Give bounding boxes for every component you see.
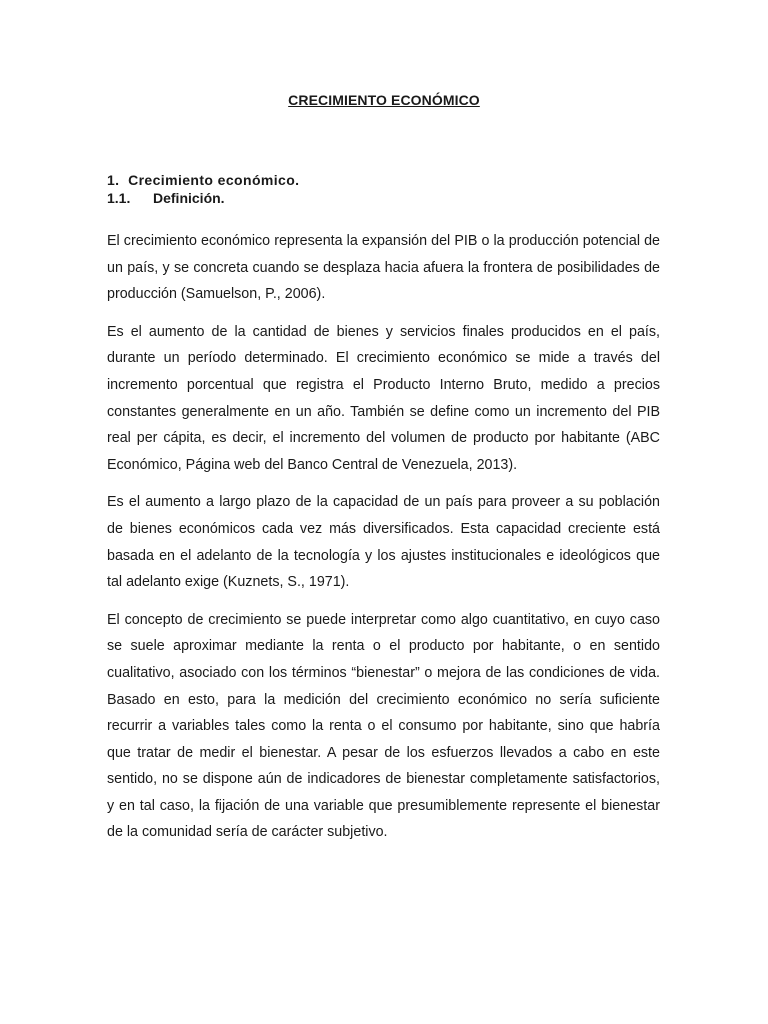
paragraph: Es el aumento a largo plazo de la capacidad de un país para proveer a su población de bienes económicos cada vez más diversificados. Esta capacidad creciente está basada en el adelanto de la tecnología y los ajustes institucionales e ideológicos que tal adelanto exige (Kuznets, S., 1971). (107, 494, 660, 591)
paragraph: Es el aumento de la cantidad de bienes y servicios finales producidos en el país, durante un período determinado. El crecimiento económico se mide a través del incremento porcentual que registra el Producto Interno Bruto, medido a precios constantes generalmente en un año. También se define como un incremento del PIB real per cápita, es decir, el incremento del volumen de producto por habitante (ABC Económico, Página web del Banco Central de Venezuela, 2013). (107, 323, 660, 473)
body-text (107, 228, 660, 857)
paragraph: El concepto de crecimiento se puede interpretar como algo cuantitativo, en cuyo caso se suele aproximar mediante la renta o el producto por habitante, o en sentido cualitativo, asociado con los términos “bienestar” o mejora de las condiciones de vida. Basado en esto, para la medición del crecimiento económico no sería suficiente recurrir a variables tales como la renta o el consumo por habitante, sino que habría que tratar de medir el bienestar. A pesar de los esfuerzos llevados a cabo en este sentido, no se dispone aún de indicadores de bienestar completamente satisfactorios, y en tal caso, la fijación de una variable que presumiblemente represente el bienestar de la comunidad sería de carácter subjetivo. (107, 611, 660, 841)
document-title: CRECIMIENTO ECONÓMICO (288, 92, 480, 108)
section-heading (107, 172, 299, 188)
section-number: 1. (107, 172, 120, 188)
paragraph: El crecimiento económico representa la expansión del PIB o la producción potencial de un país, y se concreta cuando se desplaza hacia afuera la frontera de posibilidades de producción (Samuelson, P., 2006). (107, 233, 660, 303)
subsection-number: 1.1. (107, 190, 131, 206)
section-title: Crecimiento económico. (128, 172, 300, 188)
subsection-heading (107, 190, 225, 206)
subsection-title: Definición. (153, 190, 225, 206)
